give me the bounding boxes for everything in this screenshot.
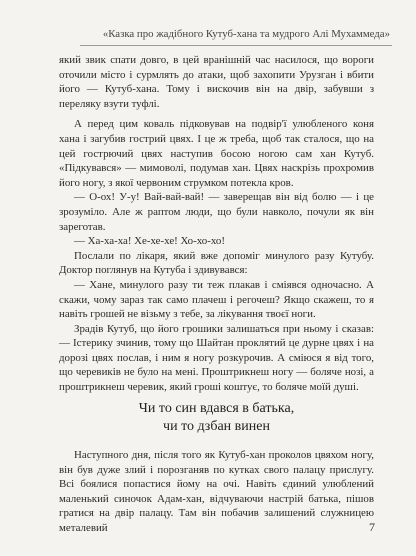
section-title-line-1: Чи то син вдався в батька, [138,401,295,416]
paragraph: А перед цим коваль підковував на подвір'ї улюбленого коня хана і загубив гострий цвях. І це ж треба, щоб так сталося, що на цей гострючий цвях наступив босою ногою сам хан Кутуб. «Підкувався» — мимоволі, подумав хан. Цвях наскрізь прохромив його ногу, з якої червоним струмком потекла кров. [59,118,374,189]
paragraph: — О-ох! У-у! Вай-вай-вай! — заверещав він від болю — і це зрозуміло. Але ж раптом люди, що були навколо, почули як він зареготав. [59,191,374,233]
paragraph: — Хане, минулого разу ти теж плакав і сміявся одночасно. А скажи, чому зараз так само плачеш і регочеш? Якщо скажеш, то я навіть грошей не візьму з тебе, за лікування твоєї ноги. [59,278,374,321]
section-title-line-2: чи то дзбан винен [163,419,270,434]
paragraph: — Ха-ха-ха! Хе-хе-хе! Хо-хо-хо! [74,235,225,248]
section-text [59,448,374,536]
running-head: «Казка про жадібного Кутуб-хана та мудрого Алі Мухаммеда» [80,28,390,40]
paragraph: Зрадів Кутуб, що його грошики залишаться при ньому і сказав: — Істерику зчинив, тому що Шайтан проклятий це дурне цвях і на дорозі цвях послав, і ним я ногу розкурочив. А сміюся я від того, що черевиків не було на мені. Проштрикнеш ногу — боляче нозі, а проштрикнеш черевик, який гроші коштує, то боляче моїй душі. [59,322,374,394]
section-title [59,400,374,436]
main-text [59,53,374,395]
paragraph: Наступного дня, після того як Кутуб-хан проколов цвяхом ногу, він був дуже злий і порозганяв по кутках свого палацу прислугу. Всі боялися попастися йому на очі. Навіть єдиний улюблений маленький синочок Адам-хан, відчуваючи настрій батька, пішов гратися на двір палацу. Там він побачив залишений служницею металевий [59,449,374,534]
paragraph: Послали по лікаря, який вже допоміг минулого разу Кутубу. Доктор поглянув на Кутуба і здивувався: [59,249,374,277]
paragraph: який звик спати довго, в цей вранішній час насилося, що вороги оточили місто і сурмлять до атаки, щоб захопити Урузган і вбити його — Кутуб-хана. Тому і вискочив він на двір, забувши з переляку взути туфлі. [59,54,374,110]
page-number: 7 [369,520,375,534]
